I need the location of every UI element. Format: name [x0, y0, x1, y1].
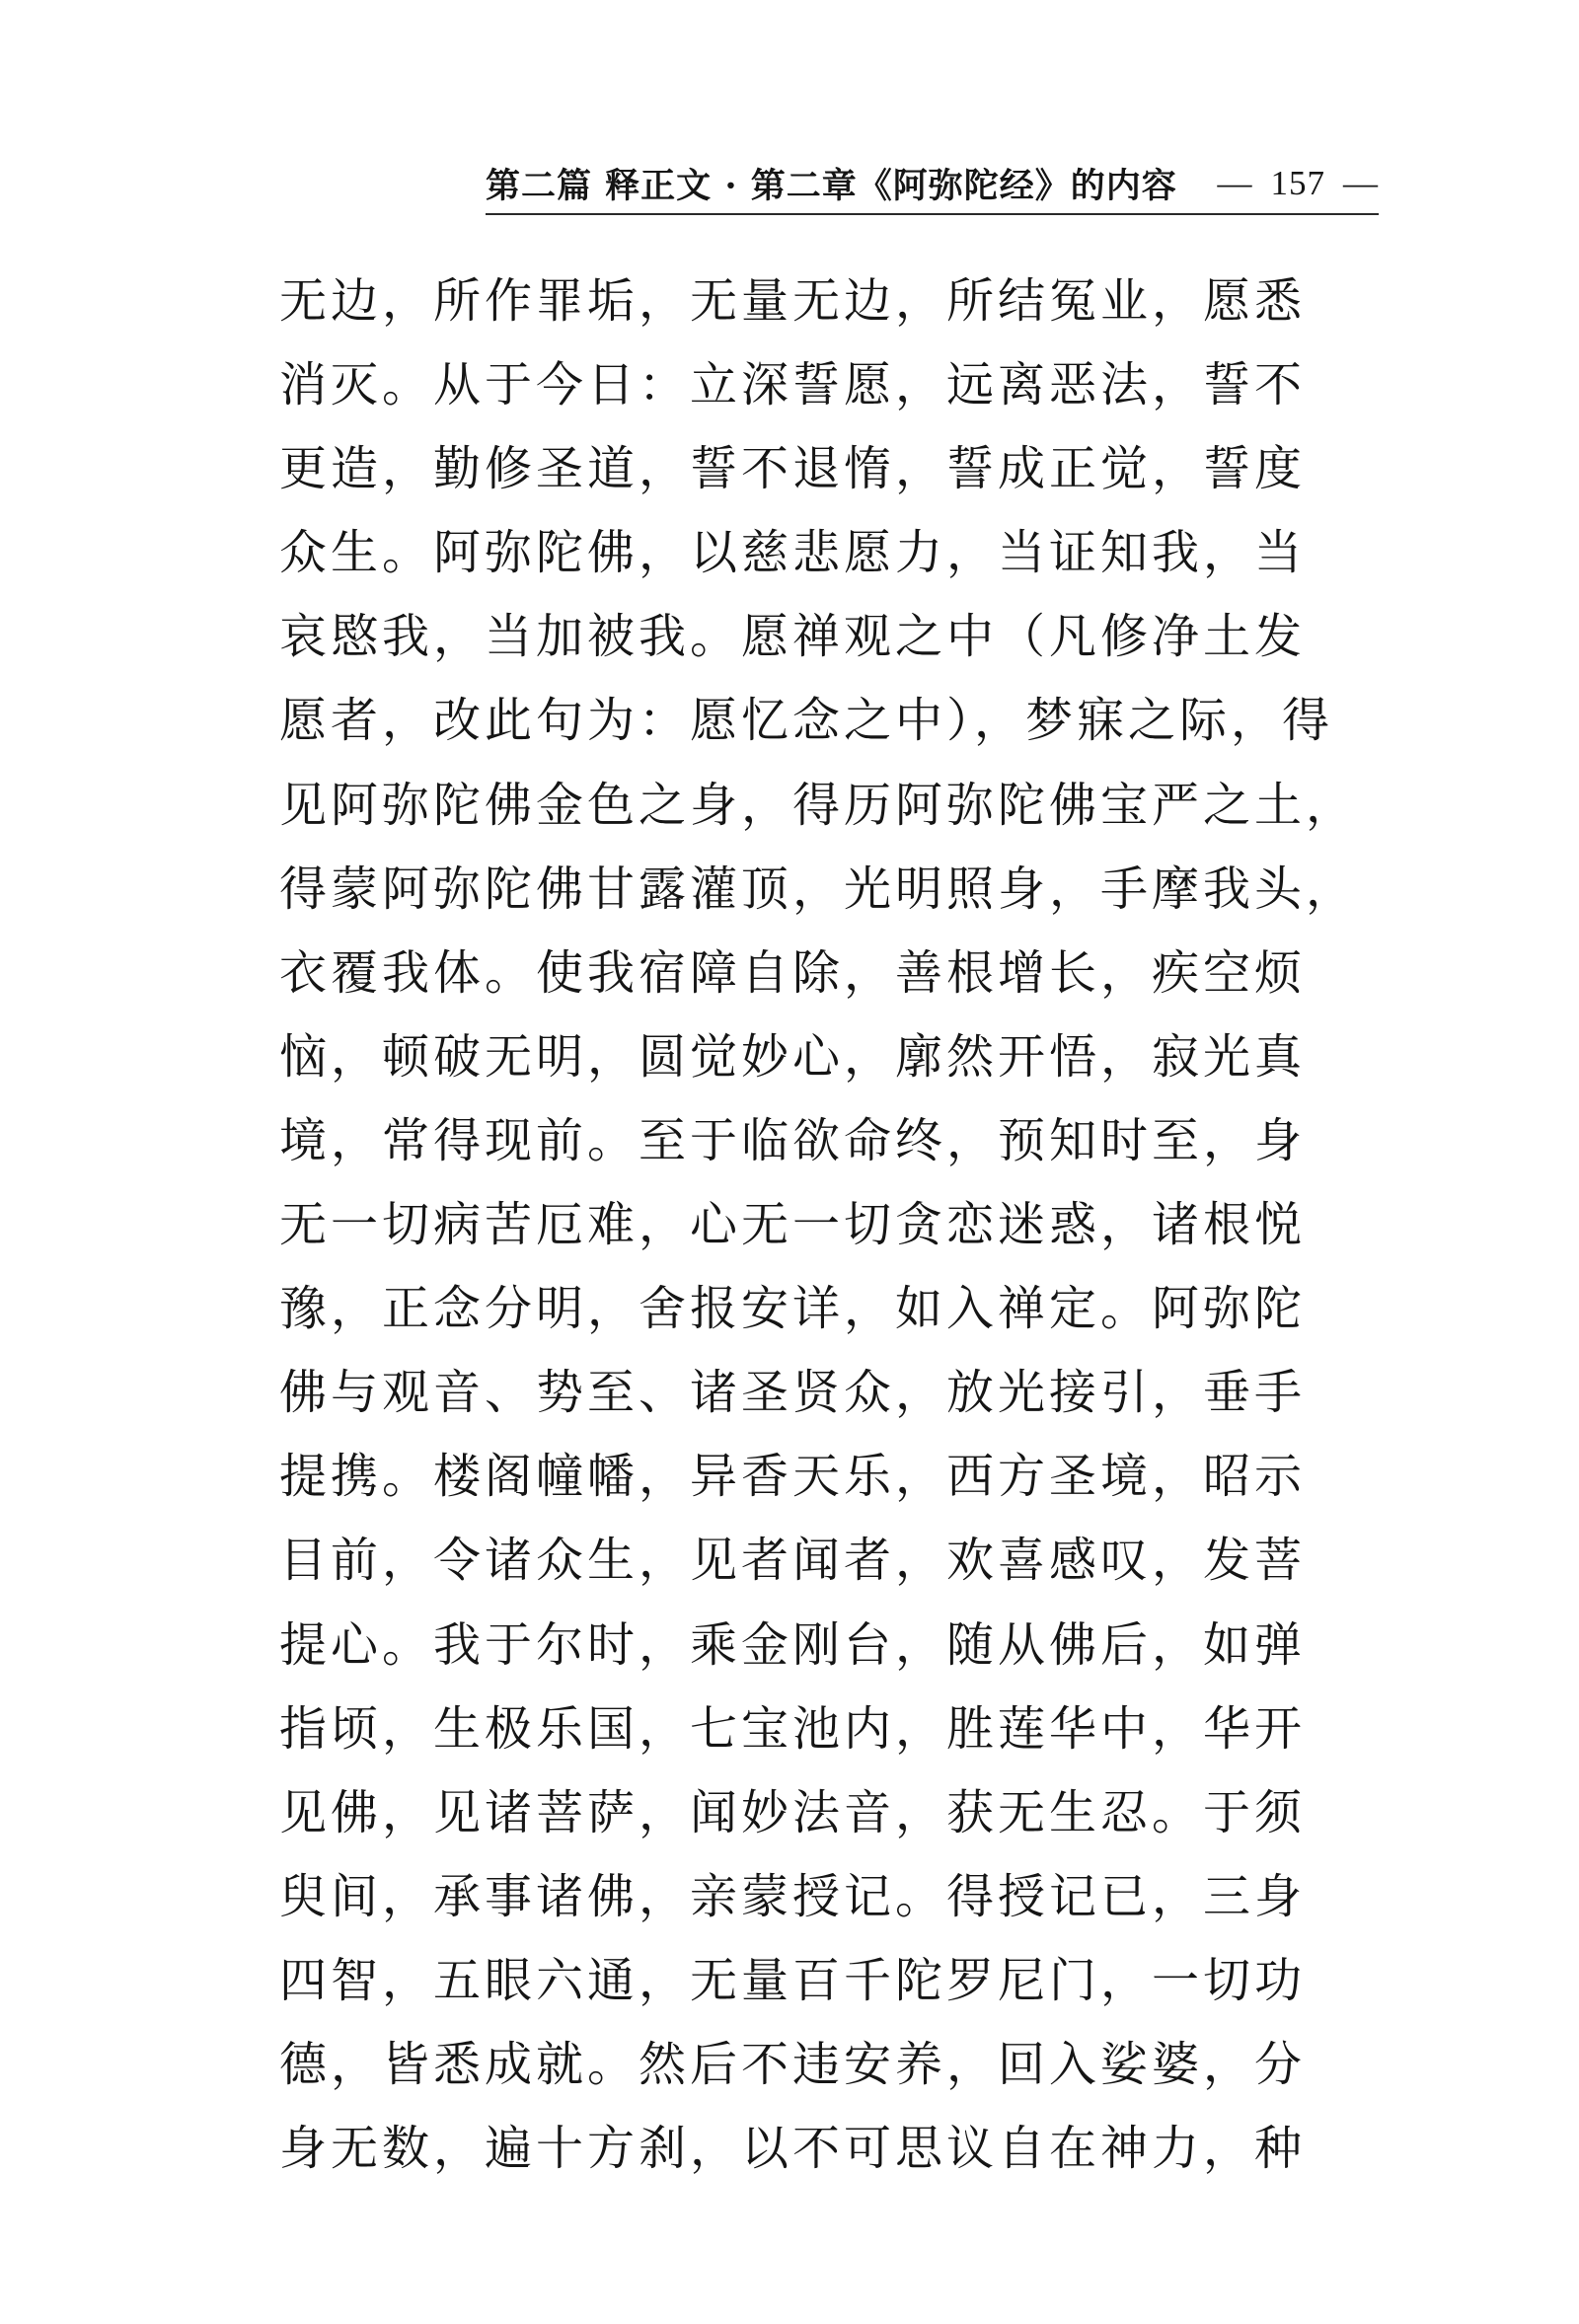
text-line: 指顷，生极乐国，七宝池内，胜莲华中，华开: [279, 1700, 1307, 1757]
text-line: 身无数，遍十方刹，以不可思议自在神力，种: [279, 2121, 1307, 2177]
text-line: 消灭。从于今日：立深誓愿，远离恶法，誓不: [279, 357, 1307, 413]
text-line: 恼，顿破无明，圆觉妙心，廓然开悟，寂光真: [279, 1028, 1307, 1085]
text-line: 目前，令诸众生，见者闻者，欢喜感叹，发菩: [279, 1533, 1307, 1589]
text-line: 德，皆悉成就。然后不违安养，回入娑婆，分: [279, 2036, 1307, 2092]
body-text: [279, 260, 1358, 2191]
text-line: 境，常得现前。至于临欲命终，预知时至，身: [279, 1112, 1307, 1168]
text-line: 衣覆我体。使我宿障自除，善根增长，疾空烦: [279, 944, 1307, 1001]
header-rule: [486, 213, 1379, 215]
text-line: 得蒙阿弥陀佛甘露灌顶，光明照身，手摩我头，: [279, 861, 1358, 917]
page-number: 157: [1270, 164, 1325, 202]
text-line: 哀愍我，当加被我。愿禅观之中（凡修净土发: [279, 609, 1307, 665]
text-line: 佛与观音、势至、诸圣贤众，放光接引，垂手: [279, 1365, 1307, 1421]
text-line: 提心。我于尔时，乘金刚台，随从佛后，如弹: [279, 1616, 1307, 1673]
text-line: 众生。阿弥陀佛，以慈悲愿力，当证知我，当: [279, 525, 1307, 581]
text-line: 提携。楼阁幢幡，异香天乐，西方圣境，昭示: [279, 1449, 1307, 1505]
text-line: 臾间，承事诸佛，亲蒙授记。得授记已，三身: [279, 1868, 1307, 1924]
running-header: [486, 156, 1379, 211]
text-line: 更造，勤修圣道，誓不退惰，誓成正觉，誓度: [279, 441, 1307, 497]
text-line: 豫，正念分明，舍报安详，如入禅定。阿弥陀: [279, 1281, 1307, 1337]
text-line: 见阿弥陀佛金色之身，得历阿弥陀佛宝严之土，: [279, 777, 1358, 833]
text-line: 四智，五眼六通，无量百千陀罗尼门，一切功: [279, 1952, 1307, 2008]
text-line: 无一切病苦厄难，心无一切贪恋迷惑，诸根悦: [279, 1197, 1307, 1253]
text-line: 见佛，见诸菩萨，闻妙法音，获无生忍。于须: [279, 1784, 1307, 1840]
page-number-group: [1218, 164, 1380, 203]
text-line: 无边，所作罪垢，无量无边，所结冤业，愿悉: [279, 273, 1307, 329]
page-number-dash-right: —: [1343, 164, 1379, 202]
page-number-dash-left: —: [1217, 164, 1253, 202]
chapter-title: 第二篇 释正文 · 第二章《阿弥陀经》的内容: [486, 166, 1177, 206]
text-line: 愿者，改此句为：愿忆念之中），梦寐之际，得: [279, 693, 1334, 749]
